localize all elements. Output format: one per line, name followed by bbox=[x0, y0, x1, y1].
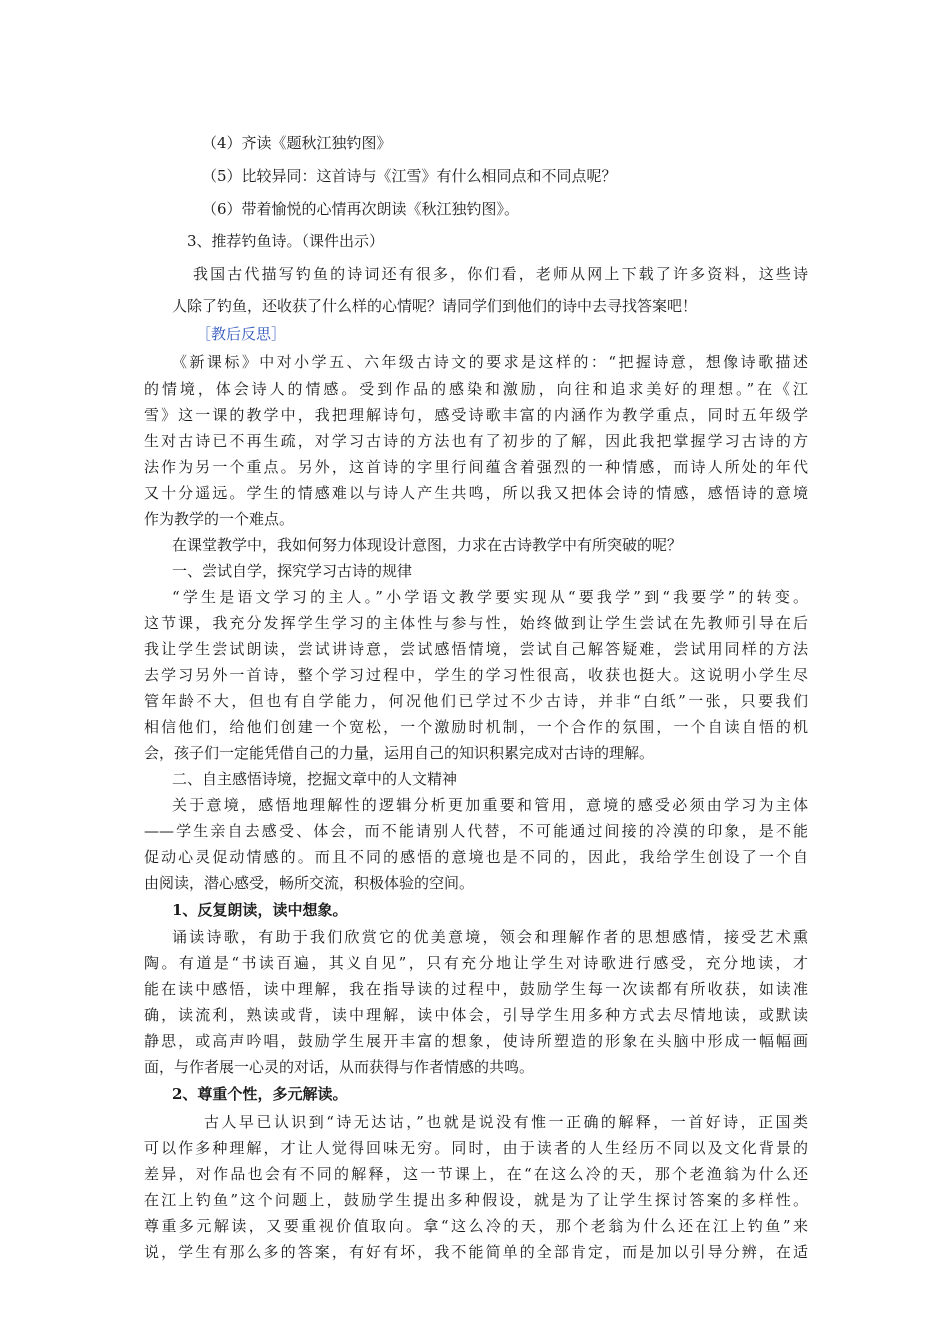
para1-line: 生对古诗已不再生疏，对学习古诗的方法也有了初步的了解，因此我把掌握学习古诗的方 bbox=[144, 432, 808, 450]
reflection-heading: ［教后反思］ bbox=[196, 325, 287, 343]
step-4: （4）齐读《题秋江独钓图》 bbox=[202, 134, 392, 152]
para4-line: 关于意境，感悟地理解性的逻辑分析更加重要和管用，意境的感受必须由学习为主体 bbox=[172, 796, 808, 814]
para6-line: 差异，对作品也会有不同的解释，这一节课上，在“在这么冷的天，那个老渔翁为什么还 bbox=[144, 1165, 808, 1183]
para5-line: 面，与作者展一心灵的对话，从而获得与作者情感的共鸣。 bbox=[144, 1058, 535, 1076]
sub1-title: 1、反复朗读，读中想象。 bbox=[172, 901, 348, 919]
sub2-title: 2、尊重个性，多元解读。 bbox=[172, 1085, 348, 1103]
para3-line: “学生是语文学习的主人。”小学语文教学要实现从“要我学”到“我要学”的转变。 bbox=[172, 588, 808, 606]
para6-line: 说，学生有那么多的答案，有好有坏，我不能简单的全部肯定，而是加以引导分辨，在适 bbox=[144, 1243, 808, 1261]
para1-line: 雪》这一课的教学中，我把理解诗句，感受诗歌丰富的内涵作为教学重点，同时五年级学 bbox=[144, 406, 808, 424]
para3-line: 管年龄不大，但也有自学能力，何况他们已学过不少古诗，并非“白纸”一张，只要我们 bbox=[144, 692, 808, 710]
section2-title: 二、自主感悟诗境，挖掘文章中的人文精神 bbox=[172, 770, 458, 788]
step-3-heading: 3、推荐钓鱼诗。（课件出示） bbox=[187, 232, 385, 250]
step-5: （5）比较异同：这首诗与《江雪》有什么相同点和不同点呢？ bbox=[202, 167, 617, 185]
para3-line: 去学习另外一首诗，整个学习过程中，学生的学习性很高，收获也挺大。这说明小学生尽 bbox=[144, 666, 808, 684]
para3-line: 会，孩子们一定能凭借自己的力量，运用自己的知识积累完成对古诗的理解。 bbox=[144, 744, 655, 762]
para6-line: 在江上钓鱼”这个问题上，鼓励学生提出多种假设，就是为了让学生探讨答案的多样性。 bbox=[144, 1191, 808, 1209]
intro-line: 我国古代描写钓鱼的诗词还有很多，你们看，老师从网上下载了许多资料，这些诗 bbox=[193, 265, 808, 283]
para3-line: 我让学生尝试朗读，尝试讲诗意，尝试感悟情境，尝试自己解答疑难，尝试用同样的方法 bbox=[144, 640, 808, 658]
para5-line: 能在读中感悟，读中理解，我在指导读的过程中，鼓励学生每一次读都有所收获，如读准 bbox=[144, 980, 808, 998]
para5-line: 确，读流利，熟读或背，读中理解，读中体会，引导学生用多种方式去尽情地读，或默读 bbox=[144, 1006, 808, 1024]
para5-line: 静思，或高声吟唱，鼓励学生展开丰富的想象，使诗所塑造的形象在头脑中形成一幅幅画 bbox=[144, 1032, 808, 1050]
para6-line: 可以作多种理解，才让人觉得回味无穷。同时，由于读者的人生经历不同以及文化背景的 bbox=[144, 1139, 808, 1157]
para4-line: 由阅读，潜心感受，畅所交流，积极体验的空间。 bbox=[144, 874, 475, 892]
para1-line: 作为教学的一个难点。 bbox=[144, 510, 295, 528]
para1-line: 法作为另一个重点。另外，这首诗的字里行间蕴含着强烈的一种情感，而诗人所处的年代 bbox=[144, 458, 808, 476]
para4-line: 促动心灵促动情感的。而且不同的感悟的意境也是不同的，因此，我给学生创设了一个自 bbox=[144, 848, 808, 866]
para3-line: 这节课，我充分发挥学生学习的主体性与参与性，始终做到让学生尝试在先教师引导在后 bbox=[144, 614, 808, 632]
para4-line: ——学生亲自去感受、体会，而不能请别人代替，不可能通过间接的冷漠的印象，是不能 bbox=[144, 822, 808, 840]
para6-line: 古人早已认识到“诗无达诂，”也就是说没有惟一正确的解释，一首好诗，正国类 bbox=[204, 1113, 808, 1131]
para5-line: 陶。有道是“书读百遍，其义自见”，只有充分地让学生对诗歌进行感受，充分地读，才 bbox=[144, 954, 808, 972]
section1-title: 一、尝试自学，探究学习古诗的规律 bbox=[172, 562, 413, 580]
para3-line: 相信他们，给他们创建一个宽松，一个激励时机制，一个合作的氛围，一个自读自悟的机 bbox=[144, 718, 808, 736]
step-6: （6）带着愉悦的心情再次朗读《秋江独钓图》。 bbox=[202, 200, 520, 218]
para5-line: 诵读诗歌，有助于我们欣赏它的优美意境，领会和理解作者的思想感情，接受艺术熏 bbox=[172, 928, 808, 946]
para6-line: 尊重多元解读，又要重视价值取向。拿“这么冷的天，那个老翁为什么还在江上钓鱼”来 bbox=[144, 1217, 808, 1235]
para1-line: 《新课标》中对小学五、六年级古诗文的要求是这样的：“把握诗意，想像诗歌描述 bbox=[172, 353, 808, 371]
para1-line: 的情境，体会诗人的情感。受到作品的感染和激励，向往和追求美好的理想。”在《江 bbox=[144, 380, 808, 398]
para2: 在课堂教学中，我如何努力体现设计意图，力求在古诗教学中有所突破的呢？ bbox=[172, 536, 683, 554]
intro-line: 人除了钓鱼，还收获了什么样的心情呢？请同学们到他们的诗中去寻找答案吧！ bbox=[172, 297, 698, 315]
para1-line: 又十分遥远。学生的情感难以与诗人产生共鸣，所以我又把体会诗的情感，感悟诗的意境 bbox=[144, 484, 808, 502]
